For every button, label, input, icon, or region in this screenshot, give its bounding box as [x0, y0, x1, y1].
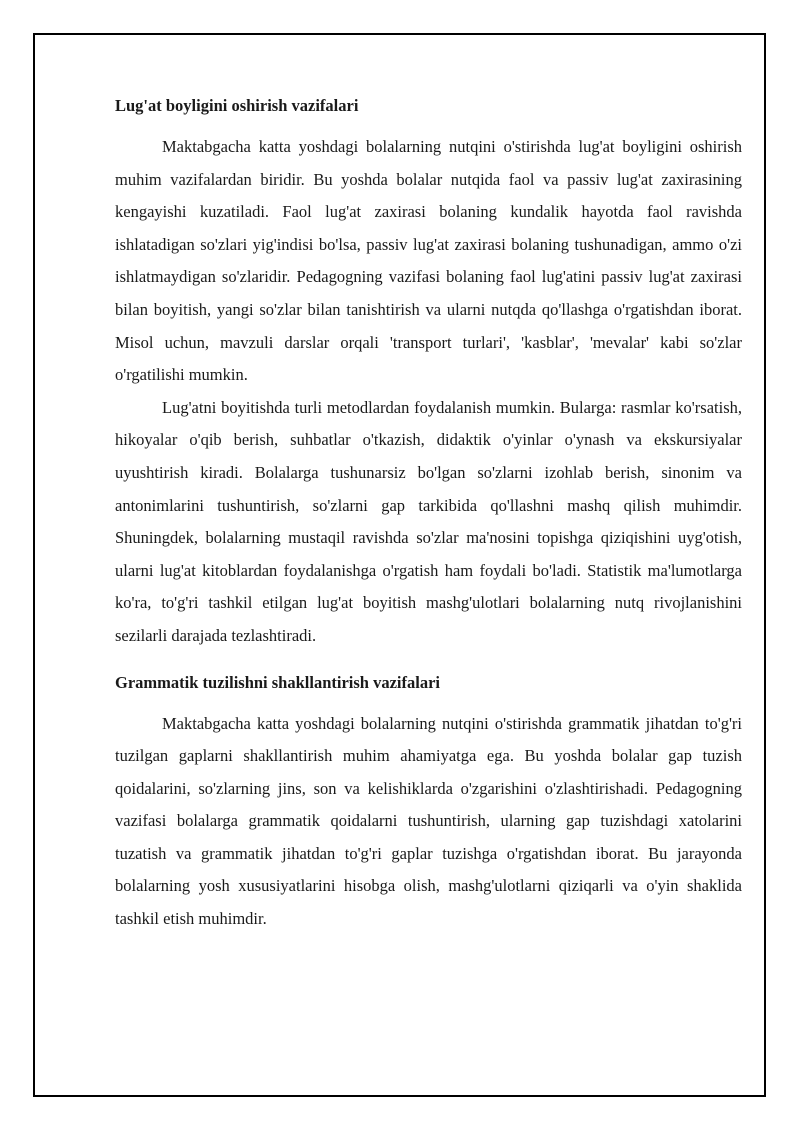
document-body — [115, 96, 742, 936]
section-heading-vocabulary: Lug'at boyligini oshirish vazifalari — [115, 96, 359, 115]
paragraph-vocabulary-2: Lug'atni boyitishda turli metodlardan foydalanish mumkin. Bularga: rasmlar ko'rsatish, hikoyalar o'qib berish, suhbatlar o'tkazish, didaktik o'yinlar o'ynash va ekskursiyalar uyushtirish kiradi. Bolalarga tushunarsiz bo'lgan so'zlarni izohlab berish, sinonim va antonimlarini tushuntirish, so'zlarni gap tarkibida qo'llashni mashq qilish muhimdir. Shuningdek, bolalarning mustaqil ravishda so'zlar ma'nosini topishga qiziqishini uyg'otish, ularni lug'at kitoblardan foydalanishga o'rgatish ham foydali bo'ladi. Statistik ma'lumotlarga ko'ra, to'g'ri tashkil etilgan lug'at boyitish mashg'ulotlari bolalarning nutq rivojlanishini sezilarli darajada tezlashtiradi. — [115, 397, 742, 645]
section-heading-grammar: Grammatik tuzilishni shakllantirish vazifalari — [115, 672, 440, 692]
paragraph-vocabulary-1: Maktabgacha katta yoshdagi bolalarning nutqini o'stirishda lug'at boyligini oshirish muhim vazifalardan biridir. Bu yoshda bolalar nutqida faol va passiv lug'at zaxirasining kengayishi kuzatiladi. Faol lug'at zaxirasi bolaning kundalik hayotda faol ravishda ishlatadigan so'zlari yig'indisi bo'lsa, passiv lug'at zaxirasi bolaning tushunadigan, ammo o'zi ishlatmaydigan so'zlaridir. Pedagogning vazifasi bolaning faol lug'atini passiv lug'at zaxirasi bilan boyitish, yangi so'zlar bilan tanishtirish va ularni nutqda qo'llashga o'rgatishdan iborat. Misol uchun, mavzuli darslar orqali 'transport turlari', 'kasblar', 'mevalar' kabi so'zlar o'rgatilishi mumkin. — [115, 137, 742, 385]
paragraph-grammar-1: Maktabgacha katta yoshdagi bolalarning nutqini o'stirishda grammatik jihatdan to'g'ri tuzilgan gaplarni shakllantirish muhim ahamiyatga ega. Bu yoshda bolalar gap tuzish qoidalarini, so'zlarning jins, son va kelishiklarda o'zgarishini o'zlashtirishadi. Pedagogning vazifasi bolalarga grammatik qoidalarni tushuntirish, ularning gap tuzishdagi xatolarini tuzatish va grammatik jihatdan to'g'ri gaplar tuzishga o'rgatishdan iborat. Bu jarayonda bolalarning yosh xususiyatlarini hisobga olish, mashg'ulotlarni qiziqarli va o'yin shaklida tashkil etish muhimdir. — [115, 713, 742, 929]
